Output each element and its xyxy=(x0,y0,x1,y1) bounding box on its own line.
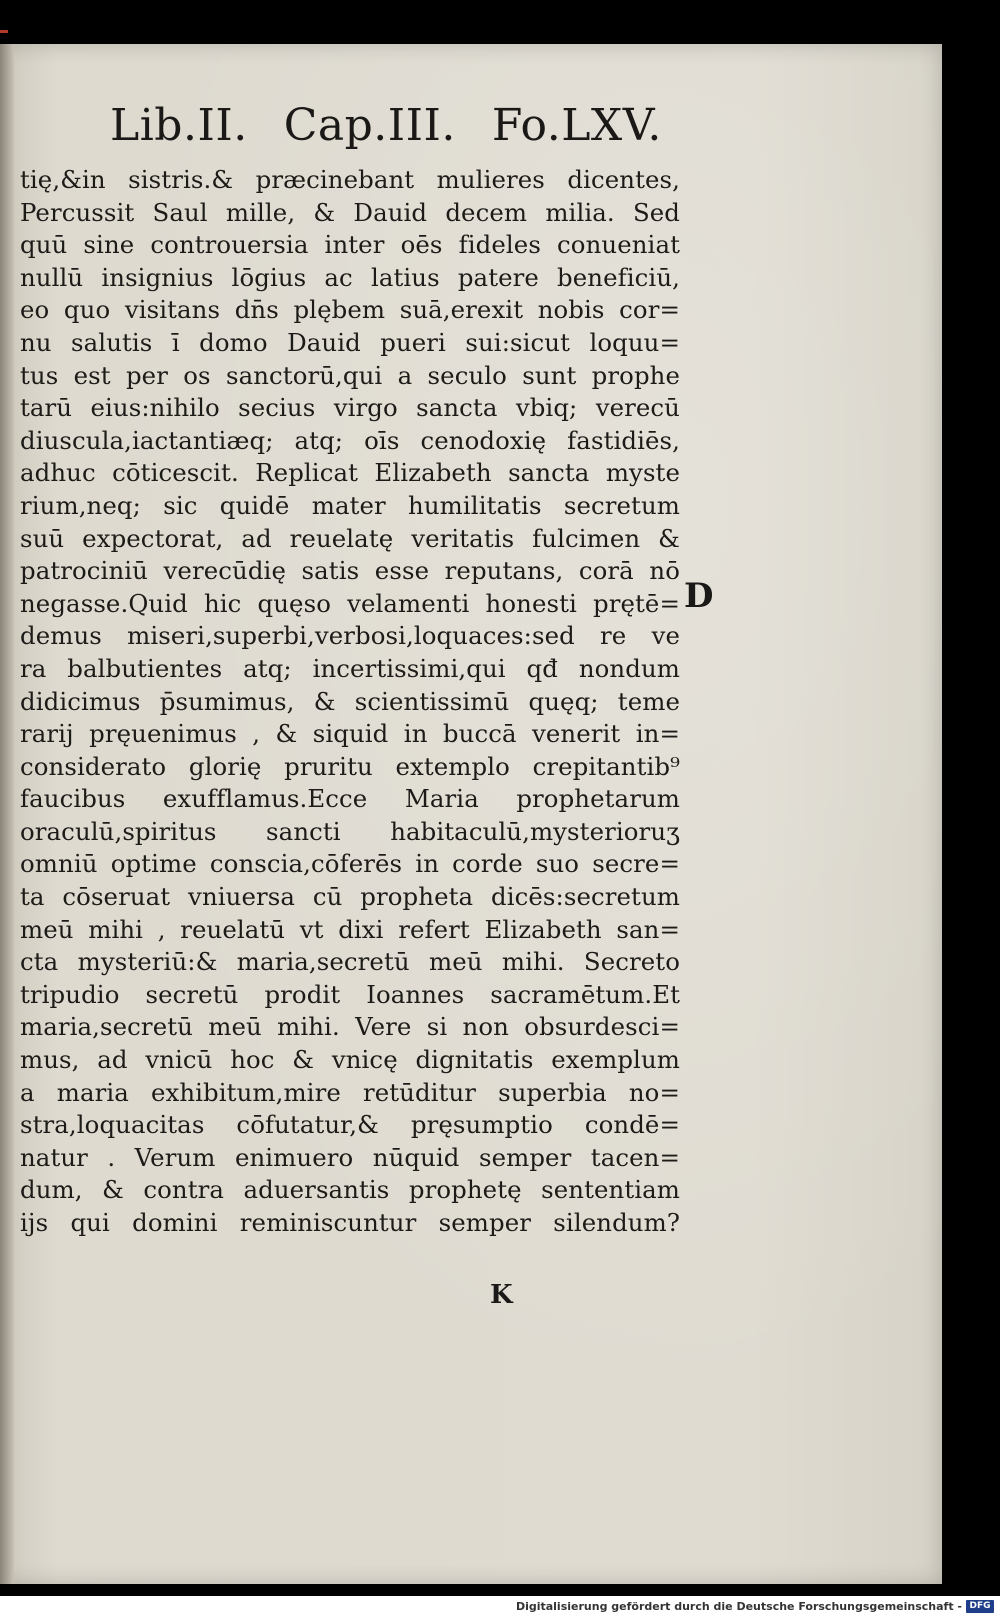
text-line: dum, & contra aduersantis prophetę sententiam xyxy=(20,1175,680,1205)
text-line: tię,&in sistris.& præcinebant mulieres dicentes, xyxy=(20,165,680,194)
text-line: tripudio secretū prodit Ioannes sacramētum.Et xyxy=(20,979,680,1009)
text-line: eo quo visitans dn̄s plębem suā,erexit nobis cor= xyxy=(20,295,680,325)
text-line: diuscula,iactantiæq; atq; oīs cenodoxię fastidiēs, xyxy=(20,425,680,455)
digitization-credit: Digitalisierung gefördert durch die Deutsche Forschungsgemeinschaft - xyxy=(515,1600,962,1613)
text-line: a maria exhibitum,mire retūditur superbia no= xyxy=(20,1077,680,1107)
header-book: Lib.II. xyxy=(110,100,248,151)
dfg-logo: DFG xyxy=(966,1600,994,1613)
header-chapter: Cap.III. xyxy=(283,100,456,151)
text-line: omniū optime conscia,cōferēs in corde suo secre= xyxy=(20,849,680,879)
signature-mark: K xyxy=(490,1280,513,1310)
text-line: natur . Verum enimuero nūquid semper tacen= xyxy=(20,1142,680,1172)
text-line: stra,loquacitas cōfutatur,& pręsumptio condē= xyxy=(20,1110,680,1140)
text-block xyxy=(20,164,680,1240)
text-line: tarū eius:nihilo secius virgo sancta vbiq; verecū xyxy=(20,393,680,423)
text-line: rium,neq; sic quidē mater humilitatis secretum xyxy=(20,490,680,520)
running-header xyxy=(110,100,670,151)
text-line: Percussit Saul mille, & Dauid decem milia. Sed xyxy=(20,197,680,227)
text-line: nu salutis ī domo Dauid pueri sui:sicut loquu= xyxy=(20,327,680,357)
text-line: mus, ad vnicū hoc & vnicę dignitatis exemplum xyxy=(20,1045,680,1075)
text-line: demus miseri,superbi,verbosi,loquaces:sed re ve xyxy=(20,621,680,651)
text-line: rarij pręuenimus , & siquid in buccā venerit in= xyxy=(20,719,680,749)
margin-section-letter: D xyxy=(684,576,714,616)
text-line: suū expectorat, ad reuelatę veritatis fulcimen & xyxy=(20,523,680,553)
text-line: maria,secretū meū mihi. Vere si non obsurdesci= xyxy=(20,1012,680,1042)
scan-color-marker xyxy=(0,30,8,33)
page-gutter-edge xyxy=(0,44,14,1584)
text-line: quū sine controuersia inter oēs fideles conueniat xyxy=(20,230,680,260)
text-line: patrociniū verecūdię satis esse reputans, corā nō xyxy=(20,556,680,586)
text-line: ijs qui domini reminiscuntur semper silendum? xyxy=(20,1208,680,1237)
text-line: negasse.Quid hic quęso velamenti honesti prętē= xyxy=(20,588,680,618)
text-line: considerato glorię pruritu extemplo crepitantib⁹ xyxy=(20,751,680,781)
text-line: nullū insignius lōgius ac latius patere beneficiū, xyxy=(20,262,680,292)
text-line: ra balbutientes atq; incertissimi,qui qđ nondum xyxy=(20,653,680,683)
text-line: ta cōseruat vniuersa cū propheta dicēs:secretum xyxy=(20,882,680,912)
text-line: didicimus p̄sumimus, & scientissimū quęq; teme xyxy=(20,686,680,716)
text-line: faucibus exufflamus.Ecce Maria prophetarum xyxy=(20,784,680,814)
text-line: meū mihi , reuelatū vt dixi refert Elizabeth san= xyxy=(20,914,680,944)
text-line: cta mysteriū:& maria,secretū meū mihi. Secreto xyxy=(20,947,680,977)
text-line: tus est per os sanctorū,qui a seculo sunt prophe xyxy=(20,360,680,390)
header-folio: Fo.LXV. xyxy=(491,100,662,151)
text-line: adhuc cōticescit. Replicat Elizabeth sancta myste xyxy=(20,458,680,488)
text-line: oraculū,spiritus sancti habitaculū,mysterioruʒ xyxy=(20,816,680,846)
